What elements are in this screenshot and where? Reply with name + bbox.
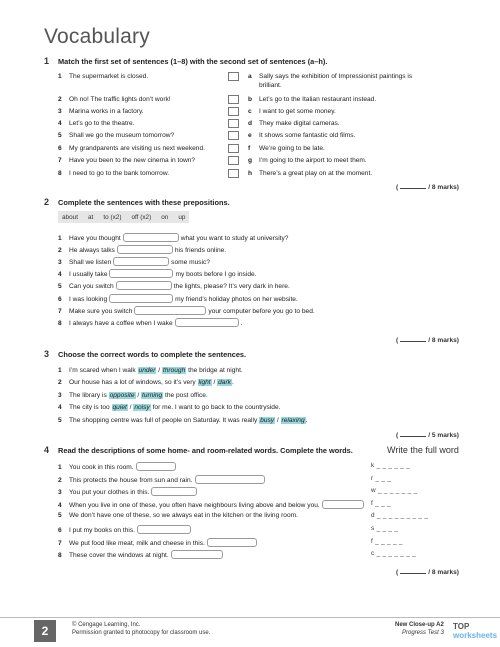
item-text: Oh no! The traffic lights don’t work! (69, 96, 171, 103)
answer-letters: r _ _ _ (371, 474, 392, 482)
item-text-end: for me. I want to go back to the countryside. (150, 404, 281, 412)
item-text-start: The city is too (69, 404, 112, 412)
item-letter: b (248, 96, 253, 103)
answer-field[interactable] (123, 233, 179, 242)
answer-field[interactable] (134, 306, 206, 315)
answer-field[interactable] (175, 318, 239, 327)
item-text-end: my boots before I go inside. (175, 271, 257, 279)
item-text: The supermarket is closed. (69, 73, 149, 80)
option-one[interactable]: light (198, 379, 211, 387)
item-letter: a (248, 73, 252, 80)
item-text: Let’s go to the Italian restaurant instead. (259, 96, 377, 103)
item-text: This protects the house from sun and rain. (69, 476, 193, 484)
item-text: My grandparents are visiting us next weekend. (69, 145, 205, 152)
item-text: I’m going to the airport to meet them. (259, 157, 367, 164)
item-number: 7 (58, 307, 62, 315)
word-box-item: off (x2) (131, 213, 152, 221)
item-text: It shows some fantastic old films. (259, 132, 356, 139)
item-text: Shall we go the museum tomorrow? (69, 132, 175, 139)
page-number: 2 (34, 620, 56, 642)
answer-letters: w _ _ _ _ _ _ _ (371, 487, 418, 495)
ex1-left-item (58, 108, 144, 115)
ex1-right-item (248, 170, 372, 177)
word-box-item: on (161, 213, 169, 221)
item-text: I put my books on this. (69, 527, 135, 534)
item-number: 7 (58, 157, 62, 164)
ex1-right-item (248, 73, 412, 80)
item-text-end: your computer before you go to bed. (208, 307, 315, 315)
item-number: 3 (58, 489, 62, 497)
answer-field[interactable] (109, 269, 173, 278)
item-number: 5 (58, 132, 62, 139)
item-text: You cook in this room. (69, 464, 134, 471)
exercise-3-number: 3 (44, 349, 50, 359)
item-letter: c (248, 108, 252, 115)
course-name: New Close-up A2 (395, 622, 444, 628)
ex1-left-item (58, 145, 205, 152)
ex4-item (58, 500, 366, 509)
item-text: I want to get some money. (259, 108, 336, 115)
ex2-item (58, 318, 242, 327)
ex2-item (58, 269, 257, 278)
footer-divider (0, 617, 500, 618)
item-text: I need to go to the bank tomorrow. (69, 170, 170, 177)
exercise-2-marks: ( / 8 marks) (396, 337, 459, 344)
item-text-start: He always talks (69, 247, 115, 255)
ex1-right-item (248, 108, 336, 115)
ex2-item (58, 294, 298, 303)
item-number: 1 (58, 73, 62, 80)
word-box-item: about (62, 213, 78, 221)
item-text-start: Our house has a lot of windows, so it’s very (69, 379, 198, 387)
option-one[interactable]: quiet (112, 404, 127, 412)
item-number: 1 (58, 367, 62, 374)
item-text-start: Can you switch (69, 283, 114, 291)
exercise-4-instruction: Read the descriptions of some home- and room-related words. Complete the words. (58, 446, 353, 455)
answer-box[interactable] (228, 95, 239, 104)
ex1-left-item (58, 96, 171, 103)
footer-copyright (72, 621, 210, 637)
option-separator: / (156, 367, 162, 374)
item-letter: e (248, 132, 252, 139)
word-box-item: at (88, 213, 94, 221)
ex4-item (58, 462, 178, 471)
option-two[interactable]: relaxing (281, 416, 305, 424)
answer-box[interactable] (228, 131, 239, 140)
ex2-item (58, 233, 288, 242)
ex4-item (58, 550, 225, 559)
ex4-item (58, 525, 193, 534)
answer-field[interactable] (151, 487, 197, 496)
ex3-item (58, 379, 234, 386)
option-two[interactable]: through (162, 367, 186, 374)
item-text-end: the post office. (163, 391, 208, 399)
item-letter: h (248, 170, 253, 177)
item-number: 8 (58, 319, 62, 327)
copyright-line: © Cengage Learning, Inc. (72, 622, 141, 628)
ex1-right-item (248, 132, 355, 139)
option-separator: / (211, 379, 218, 387)
item-number: 3 (58, 391, 62, 399)
item-text-start: The shopping centre was full of people on Saturday. It was really (69, 416, 260, 424)
ex4-item (58, 487, 199, 496)
option-one[interactable]: under (138, 367, 156, 374)
item-number: 4 (58, 404, 62, 412)
item-text-end: . (305, 416, 308, 424)
ex1-right-item (248, 120, 340, 127)
item-text-end: . (231, 379, 234, 387)
ex1-right-item (248, 157, 367, 164)
item-text-end: the bridge at night. (186, 367, 243, 374)
item-letter: f (248, 145, 251, 152)
answer-field[interactable] (117, 245, 173, 254)
ex2-item (58, 257, 210, 266)
item-text: We put food like meat, milk and cheese in this. (69, 539, 205, 547)
exercise-1-number: 1 (44, 56, 50, 66)
ex2-item (58, 306, 315, 315)
item-number: 8 (58, 552, 62, 560)
exercise-4-marks: ( / 8 marks) (396, 569, 459, 576)
item-number: 3 (58, 108, 62, 115)
option-two[interactable]: turning (142, 391, 163, 399)
item-text: When you live in one of these, you often have neighbours living above and below you. (69, 501, 320, 509)
topworksheets-logo (453, 622, 497, 640)
item-text-start: I usually take (69, 271, 108, 279)
logo-worksheets: worksheets (453, 631, 498, 640)
answer-field[interactable] (109, 294, 173, 303)
handwritten-note: Write the full word (387, 445, 459, 455)
item-text-end: some music? (171, 259, 210, 267)
item-number: 1 (58, 235, 62, 242)
item-number: 6 (58, 527, 62, 534)
answer-box[interactable] (228, 119, 239, 128)
test-name: Progress Test 3 (401, 630, 444, 636)
answer-box[interactable] (228, 72, 239, 81)
answer-box[interactable] (228, 144, 239, 153)
ex3-item (58, 392, 208, 399)
item-text-start: I was looking (69, 295, 108, 303)
option-separator: / (127, 404, 134, 412)
item-text: Let’s go to the theatre. (69, 120, 135, 127)
answer-letters: s _ _ _ _ (371, 525, 399, 532)
ex3-item (58, 367, 243, 374)
item-text-start: Shall we listen (69, 259, 112, 267)
item-number: 4 (58, 271, 62, 279)
item-number: 2 (58, 379, 62, 387)
item-text-end: . (240, 319, 243, 327)
item-number: 2 (58, 96, 62, 103)
item-number: 6 (58, 295, 62, 303)
ex4-item (58, 475, 267, 484)
option-separator: / (135, 391, 142, 399)
item-text: We’re going to be late. (259, 145, 325, 152)
logo-top: TOP (453, 622, 470, 631)
answer-field[interactable] (195, 475, 265, 484)
preposition-word-box (58, 211, 189, 223)
answer-field[interactable] (207, 538, 257, 547)
ex3-item (58, 404, 280, 411)
ex1-left-item (58, 157, 195, 164)
item-text-start: Make sure you switch (69, 307, 133, 315)
item-number: 8 (58, 170, 62, 177)
item-number: 5 (58, 416, 62, 424)
item-text: Have you been to the new cinema in town? (69, 157, 196, 164)
item-text-start: I always have a coffee when I wake (69, 319, 173, 327)
exercise-2-number: 2 (44, 197, 50, 207)
item-text: There’s a great play on at the moment. (259, 170, 373, 177)
exercise-3-instruction: Choose the correct words to complete the sentences. (58, 350, 247, 359)
answer-field[interactable] (136, 462, 176, 471)
ex2-item (58, 281, 290, 290)
ex4-item (58, 538, 259, 547)
answer-letters: f _ _ _ _ _ (371, 537, 403, 545)
item-text: Marina works in a factory. (69, 108, 144, 115)
permission-line: Permission granted to photocopy for classroom use. (72, 630, 211, 636)
word-box-item: up (178, 213, 186, 221)
item-number: 3 (58, 259, 62, 267)
word-box-item: to (x2) (103, 213, 122, 221)
ex1-right-item (248, 96, 376, 103)
answer-field[interactable] (137, 525, 191, 534)
answer-letters: f _ _ _ (371, 499, 391, 507)
item-text: You put your clothes in this. (69, 489, 150, 497)
footer-course (395, 621, 444, 637)
exercise-3-marks: ( / 5 marks) (396, 432, 459, 439)
item-letter: d (248, 120, 253, 127)
item-number: 4 (58, 501, 62, 509)
ex1-right-item (248, 145, 325, 152)
item-text-start: The library is (69, 391, 109, 399)
answer-letters: d _ _ _ _ _ _ _ _ _ (371, 512, 429, 520)
item-number: 6 (58, 145, 62, 152)
page-title: Vocabulary (44, 25, 150, 48)
item-number: 2 (58, 476, 62, 484)
answer-box[interactable] (228, 107, 239, 116)
answer-field[interactable] (116, 281, 172, 290)
ex1-left-item (58, 73, 148, 80)
answer-field[interactable] (171, 550, 223, 559)
ex1-right-item-continued: brilliant. (259, 82, 282, 89)
item-text: These cover the windows at night. (69, 552, 169, 560)
exercise-2-instruction: Complete the sentences with these prepositions. (58, 198, 230, 207)
item-text-end: my friend’s holiday photos on her website. (175, 295, 298, 303)
item-number: 5 (58, 283, 62, 291)
option-separator: / (275, 416, 281, 424)
item-text-start: I’m scared when I walk (69, 367, 138, 374)
exercise-4-number: 4 (44, 445, 50, 455)
item-text: They make digital cameras. (259, 120, 340, 127)
item-number: 1 (58, 464, 62, 471)
answer-letters: c _ _ _ _ _ _ _ (371, 550, 417, 558)
ex1-left-item (58, 120, 135, 127)
item-text-end: his friends online. (174, 247, 227, 255)
option-one[interactable]: opposite (109, 391, 135, 399)
item-text: Sally says the exhibition of Impressionist paintings is (259, 73, 413, 80)
answer-box[interactable] (228, 156, 239, 165)
option-one[interactable]: busy (260, 416, 275, 424)
item-text-start: Have you thought (69, 235, 121, 242)
ex3-item (58, 417, 307, 424)
ex2-item (58, 245, 226, 254)
item-text-end: what you want to study at university? (180, 235, 289, 242)
answer-field[interactable] (322, 500, 364, 509)
item-number: 5 (58, 512, 62, 520)
ex4-item (58, 512, 298, 519)
answer-box[interactable] (228, 169, 239, 178)
option-two[interactable]: noisy (134, 404, 150, 412)
item-number: 7 (58, 539, 62, 547)
item-number: 2 (58, 247, 62, 255)
item-text-end: the lights, please? It’s very dark in here. (173, 283, 290, 291)
answer-field[interactable] (113, 257, 169, 266)
ex1-left-item (58, 132, 174, 139)
item-number: 4 (58, 120, 62, 127)
option-two[interactable]: dark (218, 379, 231, 387)
item-letter: g (248, 157, 253, 164)
ex1-left-item (58, 170, 169, 177)
exercise-1-marks: ( / 8 marks) (396, 184, 459, 191)
exercise-1-instruction: Match the first set of sentences (1–8) with the second set of sentences (a–h). (58, 57, 328, 66)
item-text: We don’t have one of these, so we always eat in the kitchen or the living room. (69, 512, 298, 520)
answer-letters: k _ _ _ _ _ _ (371, 462, 411, 469)
